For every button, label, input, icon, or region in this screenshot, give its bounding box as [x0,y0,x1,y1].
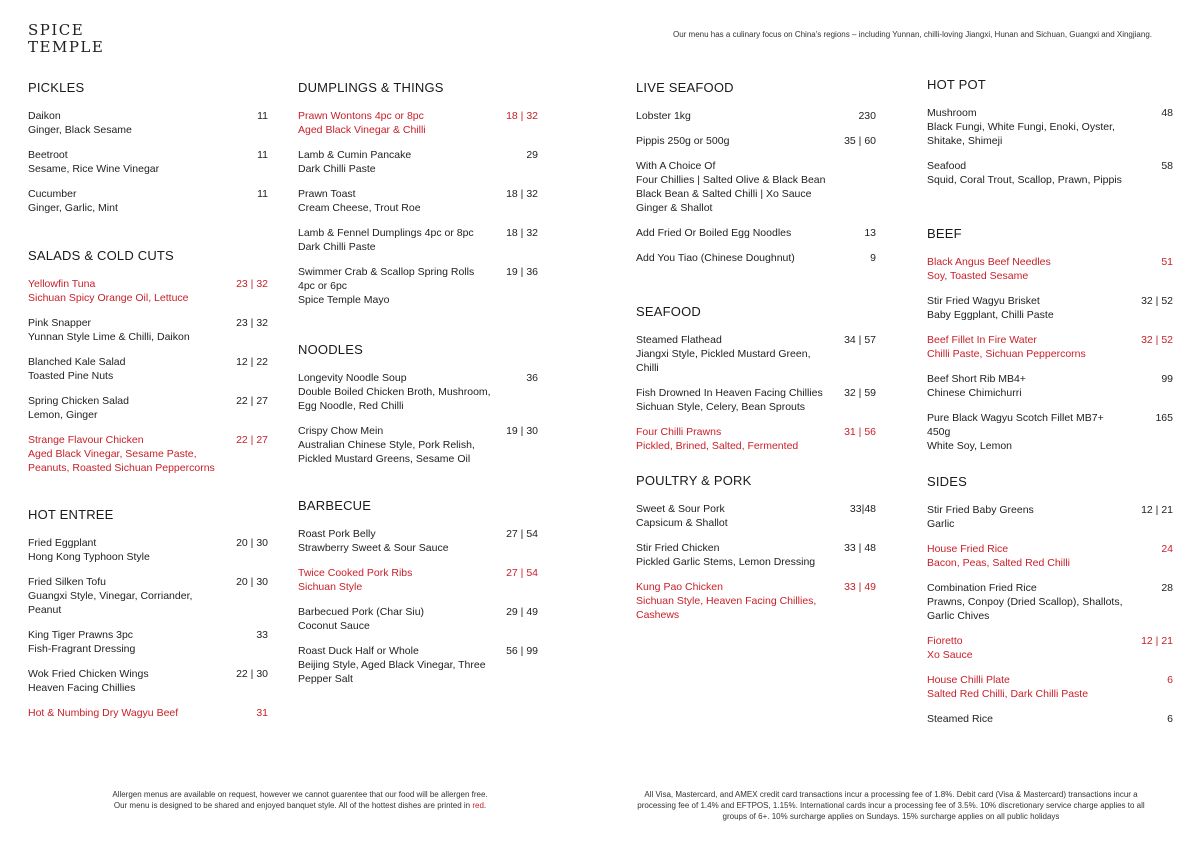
menu-item [927,159,1173,187]
section-noodles [298,342,538,477]
menu-item-name: Roast Duck Half or Whole [298,645,419,657]
menu-item-description: Pickled, Brined, Salted, Fermented [636,440,799,452]
menu-item-description: Sesame, Rice Wine Vinegar [28,163,160,175]
menu-item-price: 23 | 32 [236,278,268,290]
menu-item-description: Coconut Sauce [298,620,370,632]
section-title: HOT ENTREE [28,507,114,522]
menu-item-description: Strawberry Sweet & Sour Sauce [298,542,449,554]
menu-item-name: Seafood [927,160,967,172]
menu-item-price: 24 [1161,543,1173,555]
section-hot-pot [927,77,1173,198]
menu-item-description: Australian Chinese Style, Pork Relish, Pickled Mustard Greens, Sesame Oil [298,439,475,465]
menu-item-name: Lamb & Fennel Dumplings 4pc or 8pc [298,227,474,239]
menu-item-description: Dark Chilli Paste [298,163,376,175]
menu-item [927,673,1173,701]
menu-item-price: 22 | 27 [236,434,268,446]
menu-item [298,187,538,215]
menu-item-name: Stir Fried Chicken [636,542,720,554]
menu-item-price: 33|48 [849,503,876,515]
menu-item-price: 99 [1161,373,1173,385]
menu-item [636,159,876,215]
menu-item-name: Steamed Rice [927,713,993,725]
menu-item-price: 6 [1167,674,1173,686]
menu-item [298,148,538,176]
menu-item-price: 33 | 48 [844,542,876,554]
menu-item [927,333,1173,361]
menu-item-price: 12 | 21 [1141,635,1173,647]
menu-item-description: Hong Kong Typhoon Style [28,551,150,563]
menu-item-name: Combination Fried Rice [927,582,1037,594]
menu-item [298,265,538,307]
section-dumplings [298,80,538,318]
menu-item [636,333,876,375]
menu-item-description: Prawns, Conpoy (Dried Scallop), Shallots, Garlic Chives [927,596,1123,622]
section-hot-entree [28,507,268,731]
allergen-red-word: red [472,801,484,810]
allergen-note [60,789,540,811]
menu-item [298,226,538,254]
menu-item [28,277,268,305]
menu-item [28,433,268,475]
menu-item-description: Beijing Style, Aged Black Vinegar, Three Pepper Salt [298,659,486,685]
section-salads [28,248,268,486]
menu-item-name: Crispy Chow Mein [298,425,384,437]
menu-item-name: Lamb & Cumin Pancake [298,149,412,161]
menu-item-name: Add Fried Or Boiled Egg Noodles [636,227,792,239]
menu-item [927,372,1173,400]
menu-item [28,628,268,656]
menu-item-price: 48 [1161,107,1173,119]
menu-item-name: Four Chilli Prawns [636,426,722,438]
menu-item-name: Pink Snapper [28,317,92,329]
section-pickles [28,80,268,226]
menu-item-name: Add You Tiao (Chinese Doughnut) [636,252,795,264]
section-poultry-pork [636,473,876,633]
menu-item-description: Fish-Fragrant Dressing [28,643,136,655]
menu-item-name: Sweet & Sour Pork [636,503,725,515]
menu-item-name: Kung Pao Chicken [636,581,723,593]
menu-item-price: 27 | 54 [506,567,538,579]
menu-item-price: 13 [864,227,876,239]
menu-item [636,386,876,414]
menu-item-name: Mushroom [927,107,977,119]
menu-item-name: Swimmer Crab & Scallop Spring Rolls 4pc or 6pc [298,266,475,292]
menu-item-description: Sichuan Spicy Orange Oil, Lettuce [28,292,189,304]
section-title: PICKLES [28,80,85,95]
menu-item-name: Beef Fillet In Fire Water [927,334,1037,346]
menu-item-description: Aged Black Vinegar & Chilli [298,124,426,136]
menu-item-price: 36 [526,372,538,384]
menu-item-description: Double Boiled Chicken Broth, Mushroom, Egg Noodle, Red Chilli [298,386,491,412]
menu-item-name: Prawn Wontons 4pc or 8pc [298,110,424,122]
menu-item-description: Spice Temple Mayo [298,294,390,306]
menu-item-description: Baby Eggplant, Chilli Paste [927,309,1054,321]
logo-line-1: SPICE [28,21,85,39]
menu-item-price: 20 | 30 [236,537,268,549]
menu-item-name: House Chilli Plate [927,674,1010,686]
menu-item-price: 34 | 57 [844,334,876,346]
menu-item [28,148,268,176]
menu-item-name: House Fried Rice [927,543,1009,555]
menu-item-name: With A Choice Of [636,160,716,172]
menu-item [298,566,538,594]
menu-item-name: Daikon [28,110,61,122]
menu-item [927,712,1173,726]
payment-note: All Visa, Mastercard, and AMEX credit card transactions incur a processing fee of 1.8%. Debit card (Visa & Mastercard) transactions incur a processing fee of 1.4% and EFTPOS, 1.15%. International cards incur a processing fee of 3.5%. 10% discretionary service charge applies to all groups of 6+. 10% surcharge applies on Sundays. 15% surcharge applies on all public holidays [637,790,1145,821]
section-title: BEEF [927,226,962,241]
menu-item-description: Soy, Toasted Sesame [927,270,1029,282]
menu-item-description: White Soy, Lemon [927,440,1013,452]
menu-item-description: Bacon, Peas, Salted Red Chilli [927,557,1070,569]
menu-item-description: Lemon, Ginger [28,409,98,421]
menu-item [28,187,268,215]
section-title: LIVE SEAFOOD [636,80,734,95]
menu-item-price: 165 [1155,412,1173,424]
menu-item-price: 32 | 59 [844,387,876,399]
menu-item-description: Garlic [927,518,955,530]
menu-item-name: Wok Fried Chicken Wings [28,668,149,680]
menu-item-price: 51 [1161,256,1173,268]
menu-item-name: King Tiger Prawns 3pc [28,629,134,641]
menu-item [927,411,1173,453]
menu-item-description: Capsicum & Shallot [636,517,728,529]
menu-item-description: Cream Cheese, Trout Roe [298,202,421,214]
menu-item-name: Fried Silken Tofu [28,576,107,588]
menu-item [298,527,538,555]
menu-item [636,251,876,265]
section-title: BARBECUE [298,498,372,513]
menu-item-description: Ginger, Black Sesame [28,124,132,136]
menu-item-price: 11 [257,188,268,200]
menu-item-description: Heaven Facing Chillies [28,682,136,694]
menu-item-description: Yunnan Style Lime & Chilli, Daikon [28,331,190,343]
menu-item [636,134,876,148]
menu-tagline: Our menu has a culinary focus on China's regions – including Yunnan, chilli-loving Jiangxi, Hunan and Sichuan, Guangxi and Xingjiang. [672,30,1152,39]
menu-item-name: Lobster 1kg [636,110,691,122]
menu-item-price: 22 | 27 [236,395,268,407]
section-barbecue [298,498,538,697]
menu-item-price: 18 | 32 [506,188,538,200]
menu-item-name: Strange Flavour Chicken [28,434,144,446]
menu-item [636,502,876,530]
menu-item-description: Toasted Pine Nuts [28,370,114,382]
menu-item-price: 33 [256,629,268,641]
menu-item-name: Prawn Toast [298,188,356,200]
menu-item [927,542,1173,570]
menu-item-price: 230 [858,110,876,122]
menu-item [927,294,1173,322]
menu-item-description: Guangxi Style, Vinegar, Corriander, Peanut [28,590,193,616]
menu-item-name: Fioretto [927,635,963,647]
menu-item [28,575,268,617]
menu-item-price: 12 | 22 [236,356,268,368]
section-title: SALADS & COLD CUTS [28,248,174,263]
section-live-seafood [636,80,876,276]
section-title: NOODLES [298,342,363,357]
menu-item-price: 29 [526,149,538,161]
allergen-line-1: Allergen menus are available on request, however we cannot guarentee that our food will be allergen free. [112,790,488,799]
menu-item [28,706,268,720]
menu-item [298,605,538,633]
menu-item-price: 56 | 99 [506,645,538,657]
menu-item-description: Sichuan Style, Celery, Bean Sprouts [636,401,806,413]
menu-item-price: 18 | 32 [506,110,538,122]
menu-item [927,634,1173,662]
section-title: HOT POT [927,77,986,92]
menu-item-price: 28 [1161,582,1173,594]
menu-item-price: 29 | 49 [506,606,538,618]
menu-item-description: Pickled Garlic Stems, Lemon Dressing [636,556,816,568]
allergen-line-2-end: . [483,801,487,810]
menu-item-description: Dark Chilli Paste [298,241,376,253]
brand-logo [28,22,104,56]
menu-item-name: Fried Eggplant [28,537,97,549]
menu-item-price: 33 | 49 [844,581,876,593]
section-title: POULTRY & PORK [636,473,752,488]
menu-item-description: Chinese Chimichurri [927,387,1022,399]
menu-item-price: 31 | 56 [844,426,876,438]
section-title: DUMPLINGS & THINGS [298,80,444,95]
menu-item [298,109,538,137]
menu-item-description: Sichuan Style, Heaven Facing Chillies, Cashews [636,595,817,621]
allergen-line-2 [60,800,540,811]
allergen-line-2-text: Our menu is designed to be shared and enjoyed banquet style. All of the hottest dishes are printed in [113,801,473,810]
menu-item-name: Beef Short Rib MB4+ [927,373,1026,385]
menu-item-price: 32 | 52 [1141,334,1173,346]
menu-item-description: Black Fungi, White Fungi, Enoki, Oyster, Shitake, Shimeji [927,121,1115,147]
menu-item-name: Pippis 250g or 500g [636,135,730,147]
menu-item-name: Stir Fried Wagyu Brisket [927,295,1040,307]
section-title: SEAFOOD [636,304,701,319]
menu-item-name: Pure Black Wagyu Scotch Fillet MB7+ 450g [927,412,1104,438]
menu-item-name: Black Angus Beef Needles [927,256,1051,268]
menu-item [28,536,268,564]
menu-item [298,371,538,413]
menu-item-name: Barbecued Pork (Char Siu) [298,606,425,618]
menu-item-name: Yellowfin Tuna [28,278,96,290]
menu-item-name: Roast Pork Belly [298,528,376,540]
menu-item [28,109,268,137]
menu-item-price: 27 | 54 [506,528,538,540]
menu-item-name: Fish Drowned In Heaven Facing Chillies [636,387,823,399]
menu-item [927,255,1173,283]
menu-item-price: 20 | 30 [236,576,268,588]
menu-item-price: 6 [1167,713,1173,725]
menu-item [298,644,538,686]
menu-item-price: 31 [256,707,268,719]
menu-item-description: Squid, Coral Trout, Scallop, Prawn, Pippis [927,174,1122,186]
menu-item-price: 35 | 60 [844,135,876,147]
menu-item-description: Sichuan Style [298,581,363,593]
menu-item-description: Salted Red Chilli, Dark Chilli Paste [927,688,1089,700]
menu-item-description: Xo Sauce [927,649,973,661]
menu-item-price: 9 [870,252,876,264]
section-seafood [636,304,876,464]
menu-item [636,109,876,123]
menu-item-name: Twice Cooked Pork Ribs [298,567,413,579]
menu-item [28,316,268,344]
menu-item-name: Hot & Numbing Dry Wagyu Beef [28,707,179,719]
menu-item-price: 18 | 32 [506,227,538,239]
menu-item [636,226,876,240]
menu-item-name: Longevity Noodle Soup [298,372,407,384]
menu-item-price: 19 | 36 [506,266,538,278]
menu-item-name: Blanched Kale Salad [28,356,126,368]
logo-line-2: TEMPLE [28,38,105,56]
menu-item-description: Chilli Paste, Sichuan Peppercorns [927,348,1086,360]
menu-item-name: Spring Chicken Salad [28,395,129,407]
menu-item-name: Cucumber [28,188,77,200]
menu-item [298,424,538,466]
menu-item-name: Stir Fried Baby Greens [927,504,1034,516]
menu-item-description: Jiangxi Style, Pickled Mustard Green, Chilli [636,348,811,374]
section-title: SIDES [927,474,968,489]
menu-item [927,581,1173,623]
menu-item-price: 19 | 30 [506,425,538,437]
menu-item [636,425,876,453]
section-sides [927,474,1173,737]
menu-item [636,580,876,622]
menu-item-price: 12 | 21 [1141,504,1173,516]
menu-item-price: 32 | 52 [1141,295,1173,307]
menu-item-name: Steamed Flathead [636,334,722,346]
menu-item-description: Ginger, Garlic, Mint [28,202,118,214]
menu-item [636,541,876,569]
menu-item [28,667,268,695]
menu-item-description: Aged Black Vinegar, Sesame Paste, Peanuts, Roasted Sichuan Peppercorns [28,448,215,474]
menu-item-price: 11 [257,110,268,122]
menu-item-price: 23 | 32 [236,317,268,329]
section-beef [927,226,1173,464]
menu-item [927,106,1173,148]
menu-item-description: Four Chillies | Salted Olive & Black Bean Black Bean & Salted Chilli | Xo Sauce Ginger & Shallot [636,174,826,214]
menu-item [28,355,268,383]
menu-item-name: Beetroot [28,149,68,161]
menu-item-price: 11 [257,149,268,161]
menu-item [927,503,1173,531]
menu-item [28,394,268,422]
menu-item-price: 22 | 30 [236,668,268,680]
menu-item-price: 58 [1161,160,1173,172]
